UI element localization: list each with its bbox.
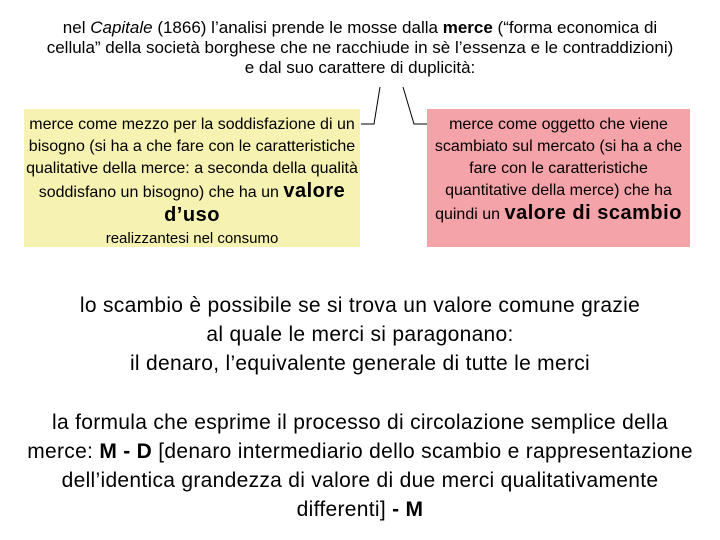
paragraph3-mid: [denaro intermediario dello scambio e rappresentazione dell’identica grandezza di valore di due merci qualitativamente differenti] (61, 440, 693, 521)
box-valore-scambio (427, 109, 690, 247)
formula-m-d: M - D (99, 440, 153, 463)
intro-bold-merce: merce (442, 18, 493, 37)
connector-left (361, 87, 380, 124)
box-left-tail: realizzantesi nel consumo (105, 230, 279, 247)
intro-pre: nel (62, 18, 91, 37)
intro-mid1: (1866) l’analisi prende le mosse dalla (152, 18, 443, 37)
box-right-highlight: valore di scambio (504, 202, 682, 224)
connector-right (403, 87, 427, 124)
paragraph-formula (20, 408, 700, 524)
intro-mid2: (“forma economica di cellula” della società borghese che ne racchiude in sè l’essenza e le contraddizioni) e dal suo carattere di duplicità: (46, 18, 674, 77)
formula-m: - M (392, 498, 424, 521)
paragraph2-line3: il denaro, l’equivalente generale di tutte le merci (129, 352, 591, 375)
box-left-text: merce come mezzo per la soddisfazione di un bisogno (si ha a che fare con le caratteristiche qualitative della merce: a seconda della qualità soddisfano un bisogno) che ha un (26, 116, 358, 201)
paragraph2-line2: al quale le merci si paragonano: (206, 323, 514, 346)
intro-italic-title: Capitale (90, 18, 153, 37)
paragraph-scambio (20, 291, 700, 378)
paragraph3-pre: la formula che esprime il processo di circolazione semplice della merce: (27, 411, 668, 463)
paragraph2-line1: lo scambio è possibile se si trova un valore comune grazie (79, 294, 641, 317)
box-right-text: merce come oggetto che viene scambiato sul mercato (si ha a che fare con le caratteristiche quantitative della merce) che ha quindi un (434, 116, 683, 223)
box-left-highlight: valore d’uso (164, 180, 346, 226)
box-valore-uso (24, 109, 360, 247)
